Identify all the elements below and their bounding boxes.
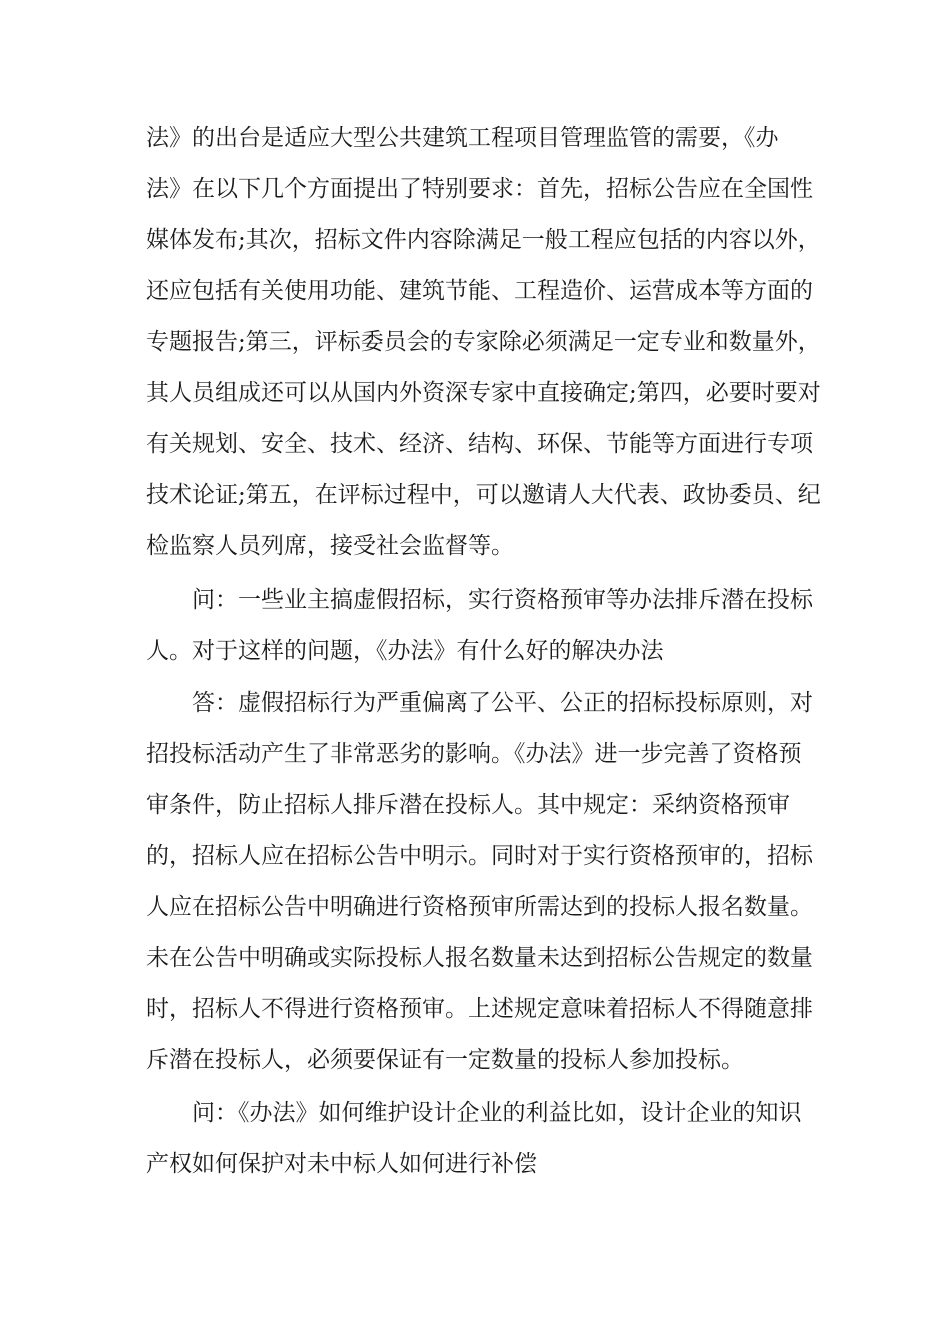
text-line: 的，招标人应在招标公告中明示。同时对于实行资格预审的，招标: [146, 843, 813, 869]
text-line: 招投标活动产生了非常恶劣的影响。《办法》进一步完善了资格预: [146, 741, 802, 767]
question-paragraph-start: 问：《办法》如何维护设计企业的利益比如，设计企业的知识: [192, 1100, 802, 1126]
text-line: 法》在以下几个方面提出了特别要求：首先，招标公告应在全国性: [146, 176, 813, 202]
text-line: 斥潜在投标人，必须要保证有一定数量的投标人参加投标。: [146, 1047, 744, 1073]
text-line: 有关规划、安全、技术、经济、结构、环保、节能等方面进行专项: [146, 431, 813, 457]
text-line: 媒体发布;其次，招标文件内容除满足一般工程应包括的内容以外，: [146, 227, 821, 253]
text-line: 专题报告;第三，评标委员会的专家除必须满足一定专业和数量外，: [146, 329, 821, 355]
text-line: 人应在招标公告中明确进行资格预审所需达到的投标人报名数量。: [146, 894, 813, 920]
answer-paragraph-start: 答：虚假招标行为严重偏离了公平、公正的招标投标原则，对: [192, 690, 813, 716]
text-line: 人。对于这样的问题，《办法》有什么好的解决办法: [146, 638, 664, 664]
text-line: 产权如何保护对未中标人如何进行补偿: [146, 1151, 537, 1177]
text-line: 技术论证;第五，在评标过程中，可以邀请人大代表、政协委员、纪: [146, 482, 821, 508]
text-line: 审条件，防止招标人排斥潜在投标人。其中规定：采纳资格预审: [146, 792, 790, 818]
text-line: 其人员组成还可以从国内外资深专家中直接确定;第四，必要时要对: [146, 380, 821, 406]
text-line: 还应包括有关使用功能、建筑节能、工程造价、运营成本等方面的: [146, 278, 813, 304]
question-paragraph-start: 问：一些业主搞虚假招标，实行资格预审等办法排斥潜在投标: [192, 587, 813, 613]
text-line: 检监察人员列席，接受社会监督等。: [146, 533, 514, 559]
text-line: 时，招标人不得进行资格预审。上述规定意味着招标人不得随意排: [146, 996, 813, 1022]
text-line: 法》的出台是适应大型公共建筑工程项目管理监管的需要，《办: [146, 125, 779, 151]
text-line: 未在公告中明确或实际投标人报名数量未达到招标公告规定的数量: [146, 945, 813, 971]
